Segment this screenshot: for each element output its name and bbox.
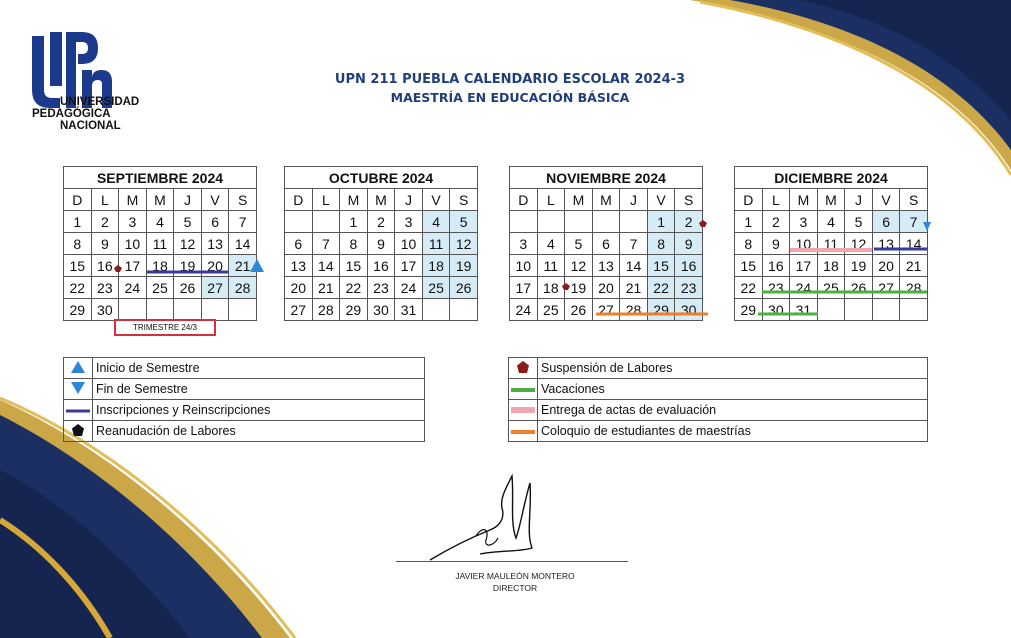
week-row — [510, 299, 703, 321]
day-cell: 5 — [174, 211, 202, 233]
day-cell: 13 — [201, 233, 229, 255]
week-row — [285, 277, 478, 299]
day-cell: 25 — [422, 277, 450, 299]
day-cell: 10 — [510, 255, 538, 277]
day-cell: 2 — [91, 211, 119, 233]
day-cell: 21 — [620, 277, 648, 299]
day-cell: 17 — [119, 255, 147, 277]
day-cell: 8 — [647, 233, 675, 255]
legend-label: Entrega de actas de evaluación — [538, 400, 928, 421]
day-cell: 14 — [312, 255, 340, 277]
day-cell: 22 — [735, 277, 763, 299]
day-cell: 9 — [762, 233, 790, 255]
empty-cell — [450, 299, 478, 321]
day-cell: 22 — [64, 277, 92, 299]
day-cell: 7 — [312, 233, 340, 255]
page-title — [300, 70, 720, 106]
day-cell: 6 — [592, 233, 620, 255]
day-cell: 25 — [817, 277, 845, 299]
weekday-label: M — [790, 189, 818, 211]
weekday-row — [735, 189, 928, 211]
empty-cell — [592, 211, 620, 233]
weekday-row — [285, 189, 478, 211]
day-cell: 24 — [119, 277, 147, 299]
week-row — [735, 277, 928, 299]
day-cell: 12 — [565, 255, 593, 277]
day-cell: 4 — [146, 211, 174, 233]
day-cell: 28 — [312, 299, 340, 321]
day-cell: 1 — [647, 211, 675, 233]
logo-text — [32, 96, 139, 132]
day-cell: 19 — [845, 255, 873, 277]
day-cell: 30 — [367, 299, 395, 321]
day-cell: 18 — [537, 277, 565, 299]
week-row — [64, 277, 257, 299]
red-pentagon-icon — [509, 358, 538, 379]
day-cell: 15 — [64, 255, 92, 277]
trimestre-label: TRIMESTRE 24/3 — [114, 319, 216, 336]
weekday-label: D — [510, 189, 538, 211]
day-cell: 24 — [790, 277, 818, 299]
day-cell: 31 — [395, 299, 423, 321]
day-cell: 10 — [395, 233, 423, 255]
day-cell: 8 — [340, 233, 368, 255]
empty-cell — [510, 211, 538, 233]
day-cell: 5 — [450, 211, 478, 233]
week-row — [64, 211, 257, 233]
weekday-label: J — [174, 189, 202, 211]
day-cell: 18 — [817, 255, 845, 277]
weekday-label: M — [592, 189, 620, 211]
week-row — [64, 299, 257, 321]
empty-cell — [900, 299, 928, 321]
day-cell: 7 — [229, 211, 257, 233]
week-row — [285, 255, 478, 277]
weekday-row — [510, 189, 703, 211]
day-cell: 23 — [762, 277, 790, 299]
day-cell: 6 — [285, 233, 313, 255]
month-header-row — [735, 167, 928, 189]
day-cell: 20 — [201, 255, 229, 277]
day-cell: 15 — [647, 255, 675, 277]
day-cell: 16 — [91, 255, 119, 277]
day-cell: 9 — [367, 233, 395, 255]
weekday-label: D — [64, 189, 92, 211]
day-cell: 27 — [872, 277, 900, 299]
day-cell: 8 — [735, 233, 763, 255]
week-row — [510, 233, 703, 255]
legend-row — [64, 400, 425, 421]
week-row — [735, 211, 928, 233]
week-row — [64, 233, 257, 255]
day-cell: 4 — [817, 211, 845, 233]
empty-cell — [422, 299, 450, 321]
month-title: NOVIEMBRE 2024 — [510, 167, 703, 189]
day-cell: 27 — [592, 299, 620, 321]
day-cell: 15 — [735, 255, 763, 277]
black-pentagon-icon — [64, 421, 93, 442]
weekday-label: D — [285, 189, 313, 211]
day-cell: 28 — [229, 277, 257, 299]
day-cell: 2 — [675, 211, 703, 233]
legend-row — [64, 358, 425, 379]
day-cell: 27 — [285, 299, 313, 321]
day-cell: 8 — [64, 233, 92, 255]
weekday-label: L — [312, 189, 340, 211]
empty-cell — [312, 211, 340, 233]
week-row — [510, 211, 703, 233]
day-cell: 16 — [762, 255, 790, 277]
day-cell: 18 — [422, 255, 450, 277]
day-cell: 4 — [537, 233, 565, 255]
day-cell: 24 — [510, 299, 538, 321]
signature-line — [396, 561, 628, 562]
purple-line-icon — [64, 400, 93, 421]
director-role: DIRECTOR — [492, 583, 538, 593]
week-row — [64, 255, 257, 277]
day-cell: 13 — [872, 233, 900, 255]
day-cell: 10 — [119, 233, 147, 255]
day-cell: 25 — [537, 299, 565, 321]
day-cell: 5 — [565, 233, 593, 255]
day-cell: 6 — [872, 211, 900, 233]
calendar-october — [284, 166, 478, 321]
day-cell: 24 — [395, 277, 423, 299]
director-name: JAVIER MAULEÓN MONTERO — [455, 571, 575, 581]
day-cell: 26 — [845, 277, 873, 299]
day-cell: 12 — [450, 233, 478, 255]
logo-line-1: UNIVERSIDAD — [60, 96, 140, 108]
day-cell: 29 — [340, 299, 368, 321]
legend-label: Fin de Semestre — [93, 379, 425, 400]
weekday-label: M — [565, 189, 593, 211]
day-cell: 28 — [620, 299, 648, 321]
day-cell: 29 — [735, 299, 763, 321]
day-cell: 29 — [64, 299, 92, 321]
weekday-label: V — [201, 189, 229, 211]
week-row — [285, 233, 478, 255]
weekday-label: L — [537, 189, 565, 211]
day-cell: 11 — [537, 255, 565, 277]
day-cell: 19 — [450, 255, 478, 277]
green-line-icon — [509, 379, 538, 400]
empty-cell — [620, 211, 648, 233]
day-cell: 14 — [900, 233, 928, 255]
day-cell: 18 — [146, 255, 174, 277]
day-cell: 22 — [647, 277, 675, 299]
day-cell: 9 — [675, 233, 703, 255]
empty-cell — [146, 299, 174, 321]
calendar-december — [734, 166, 928, 321]
legend-row — [64, 421, 425, 442]
day-cell: 1 — [64, 211, 92, 233]
day-cell: 23 — [367, 277, 395, 299]
weekday-row — [64, 189, 257, 211]
day-cell: 14 — [620, 255, 648, 277]
day-cell: 27 — [201, 277, 229, 299]
weekday-label: L — [762, 189, 790, 211]
day-cell: 25 — [146, 277, 174, 299]
day-cell: 9 — [91, 233, 119, 255]
empty-cell — [119, 299, 147, 321]
orange-line-icon — [509, 421, 538, 442]
weekday-label: J — [395, 189, 423, 211]
day-cell: 28 — [900, 277, 928, 299]
weekday-label: M — [817, 189, 845, 211]
day-cell: 17 — [395, 255, 423, 277]
calendar-november — [509, 166, 703, 321]
calendar-september — [63, 166, 257, 321]
day-cell: 3 — [510, 233, 538, 255]
legend-label: Inicio de Semestre — [93, 358, 425, 379]
logo-line-3: NACIONAL — [60, 120, 121, 132]
day-cell: 20 — [872, 255, 900, 277]
empty-cell — [845, 299, 873, 321]
weekday-label: V — [647, 189, 675, 211]
empty-cell — [537, 211, 565, 233]
legend-row — [509, 421, 928, 442]
day-cell: 10 — [790, 233, 818, 255]
day-cell: 11 — [817, 233, 845, 255]
day-cell: 7 — [900, 211, 928, 233]
day-cell: 17 — [790, 255, 818, 277]
day-cell: 30 — [675, 299, 703, 321]
legend-label: Suspensión de Labores — [538, 358, 928, 379]
legend-left — [63, 357, 425, 442]
day-cell: 14 — [229, 233, 257, 255]
day-cell: 13 — [592, 255, 620, 277]
logo-line-2: PEDAGÓGICA — [32, 108, 111, 120]
week-row — [510, 277, 703, 299]
day-cell: 12 — [845, 233, 873, 255]
day-cell: 16 — [367, 255, 395, 277]
weekday-label: D — [735, 189, 763, 211]
legend-label: Inscripciones y Reinscripciones — [93, 400, 425, 421]
day-cell: 26 — [450, 277, 478, 299]
day-cell: 15 — [340, 255, 368, 277]
day-cell: 16 — [675, 255, 703, 277]
weekday-label: M — [119, 189, 147, 211]
week-row — [285, 299, 478, 321]
week-row — [735, 233, 928, 255]
month-title: OCTUBRE 2024 — [285, 167, 478, 189]
legend-row — [509, 400, 928, 421]
day-cell: 5 — [845, 211, 873, 233]
weekday-label: L — [91, 189, 119, 211]
day-cell: 11 — [146, 233, 174, 255]
month-header-row — [64, 167, 257, 189]
day-cell: 11 — [422, 233, 450, 255]
legend-row — [509, 379, 928, 400]
day-cell: 13 — [285, 255, 313, 277]
legend-label: Vacaciones — [538, 379, 928, 400]
day-cell: 3 — [119, 211, 147, 233]
day-cell: 21 — [900, 255, 928, 277]
legend-right — [508, 357, 928, 442]
week-row — [735, 255, 928, 277]
day-cell: 3 — [790, 211, 818, 233]
week-row — [285, 211, 478, 233]
weekday-label: S — [229, 189, 257, 211]
day-cell: 17 — [510, 277, 538, 299]
day-cell: 29 — [647, 299, 675, 321]
title-line-2: MAESTRÍA EN EDUCACIÓN BÁSICA — [390, 90, 630, 105]
triangle-down-icon — [64, 379, 93, 400]
weekday-label: S — [675, 189, 703, 211]
day-cell: 31 — [790, 299, 818, 321]
day-cell: 21 — [229, 255, 257, 277]
weekday-label: S — [900, 189, 928, 211]
day-cell: 1 — [735, 211, 763, 233]
pink-line-icon — [509, 400, 538, 421]
empty-cell — [285, 211, 313, 233]
empty-cell — [872, 299, 900, 321]
day-cell: 7 — [620, 233, 648, 255]
month-title: SEPTIEMBRE 2024 — [64, 167, 257, 189]
day-cell: 26 — [174, 277, 202, 299]
day-cell: 4 — [422, 211, 450, 233]
weekday-label: J — [620, 189, 648, 211]
day-cell: 19 — [565, 277, 593, 299]
day-cell: 21 — [312, 277, 340, 299]
empty-cell — [229, 299, 257, 321]
empty-cell — [174, 299, 202, 321]
day-cell: 23 — [91, 277, 119, 299]
day-cell: 23 — [675, 277, 703, 299]
day-cell: 30 — [91, 299, 119, 321]
triangle-up-icon — [64, 358, 93, 379]
day-cell: 12 — [174, 233, 202, 255]
legend-row — [509, 358, 928, 379]
day-cell: 20 — [285, 277, 313, 299]
day-cell: 22 — [340, 277, 368, 299]
legend-label: Coloquio de estudiantes de maestrías — [538, 421, 928, 442]
month-header-row — [510, 167, 703, 189]
day-cell: 3 — [395, 211, 423, 233]
day-cell: 6 — [201, 211, 229, 233]
day-cell: 20 — [592, 277, 620, 299]
weekday-label: M — [367, 189, 395, 211]
month-header-row — [285, 167, 478, 189]
director-signature — [420, 468, 570, 568]
month-title: DICIEMBRE 2024 — [735, 167, 928, 189]
day-cell: 2 — [762, 211, 790, 233]
signature-block — [400, 570, 630, 594]
weekday-label: M — [146, 189, 174, 211]
weekday-label: V — [872, 189, 900, 211]
weekday-label: S — [450, 189, 478, 211]
legend-label: Reanudación de Labores — [93, 421, 425, 442]
empty-cell — [201, 299, 229, 321]
day-cell: 19 — [174, 255, 202, 277]
day-cell: 30 — [762, 299, 790, 321]
weekday-label: V — [422, 189, 450, 211]
weekday-label: M — [340, 189, 368, 211]
weekday-label: J — [845, 189, 873, 211]
legend-row — [64, 379, 425, 400]
day-cell: 1 — [340, 211, 368, 233]
week-row — [510, 255, 703, 277]
day-cell: 2 — [367, 211, 395, 233]
day-cell: 26 — [565, 299, 593, 321]
week-row — [735, 299, 928, 321]
empty-cell — [565, 211, 593, 233]
title-line-1: UPN 211 PUEBLA CALENDARIO ESCOLAR 2024-3 — [334, 72, 686, 87]
empty-cell — [817, 299, 845, 321]
